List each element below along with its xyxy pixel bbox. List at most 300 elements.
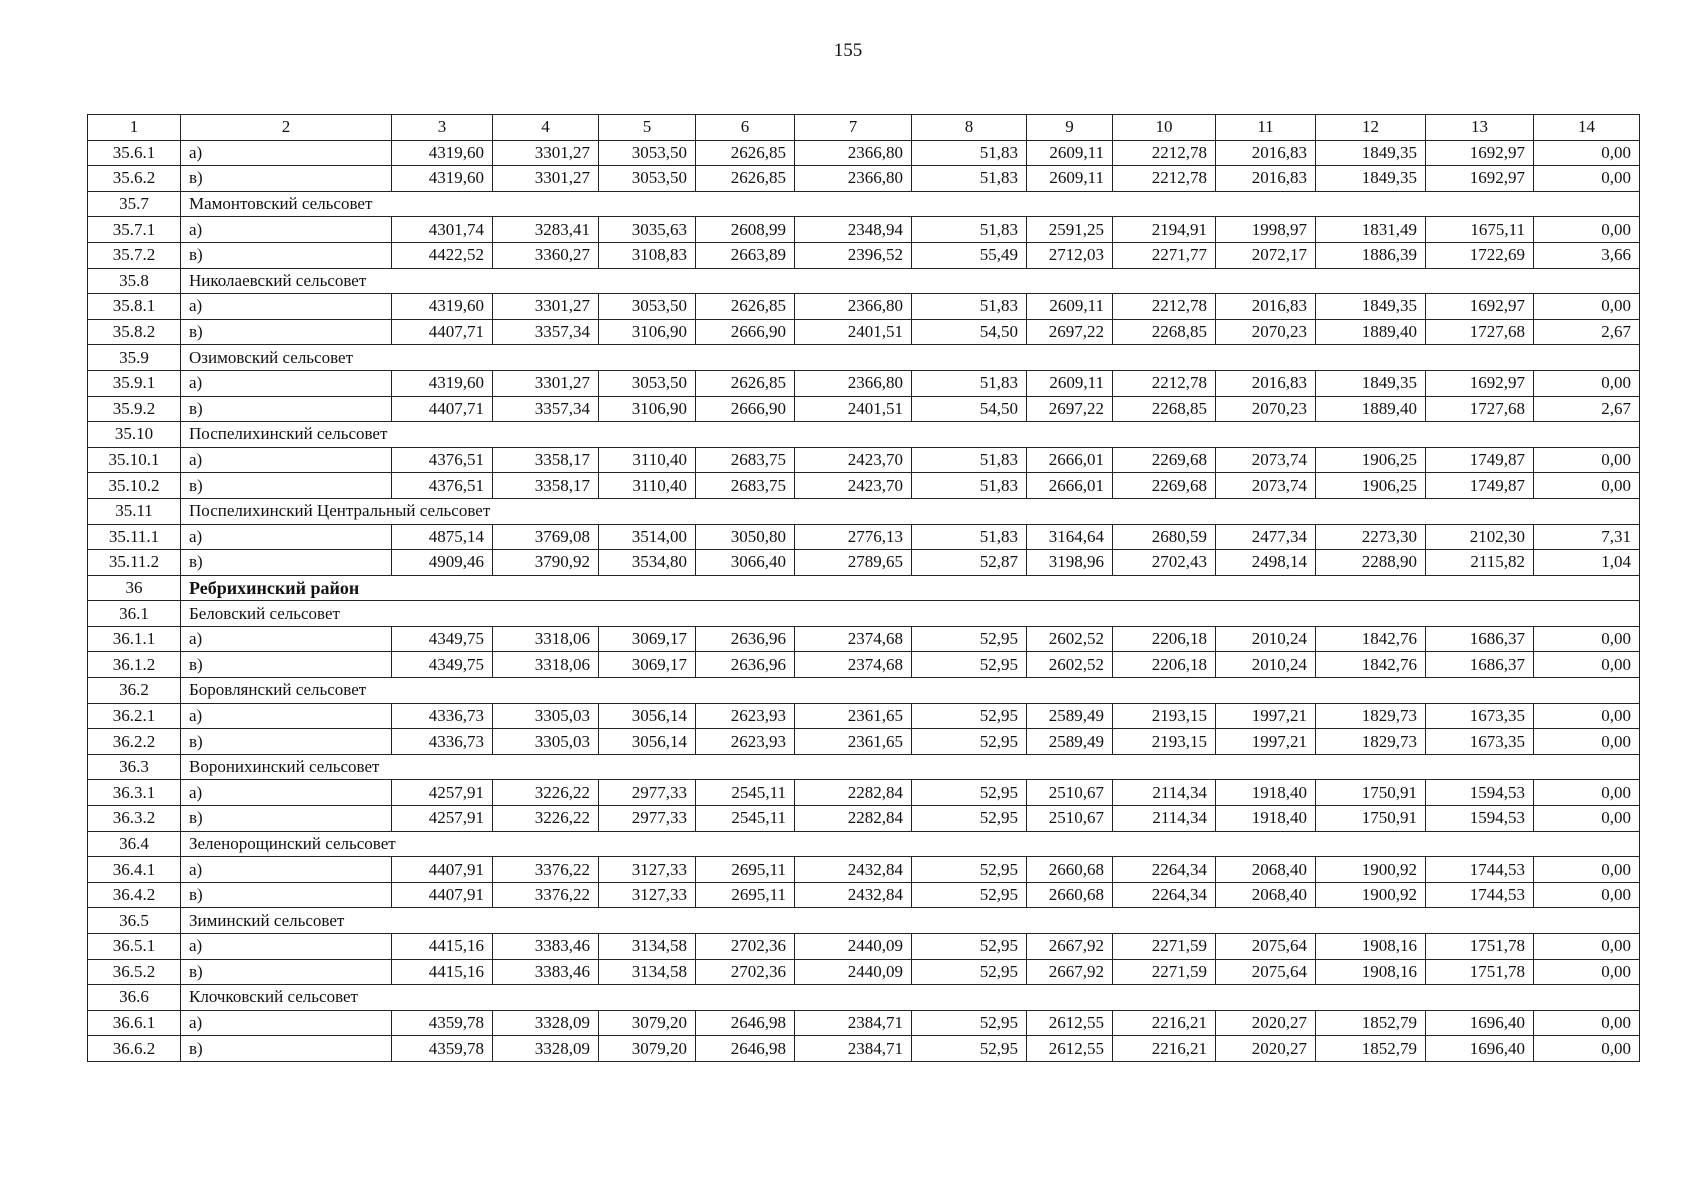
- row-code: 36.2.2: [88, 729, 181, 755]
- row-label: в): [181, 652, 392, 678]
- value-cell: 2702,36: [696, 934, 795, 960]
- value-cell: 3050,80: [696, 524, 795, 550]
- value-cell: 1906,25: [1316, 473, 1426, 499]
- value-cell: 2206,18: [1113, 652, 1216, 678]
- row-label: в): [181, 473, 392, 499]
- value-cell: 2510,67: [1027, 806, 1113, 832]
- section-title: Озимовский сельсовет: [181, 345, 1640, 371]
- value-cell: 2612,55: [1027, 1036, 1113, 1062]
- value-cell: 3383,46: [493, 959, 599, 985]
- column-number: 3: [392, 115, 493, 141]
- value-cell: 1918,40: [1216, 806, 1316, 832]
- value-cell: 1675,11: [1426, 217, 1534, 243]
- value-cell: 3066,40: [696, 550, 795, 576]
- value-cell: 55,49: [912, 242, 1027, 268]
- row-code: 36.6.2: [88, 1036, 181, 1062]
- value-cell: 3769,08: [493, 524, 599, 550]
- column-number: 14: [1534, 115, 1640, 141]
- row-label: в): [181, 806, 392, 832]
- value-cell: 1842,76: [1316, 652, 1426, 678]
- value-cell: 2626,85: [696, 294, 795, 320]
- value-cell: 2626,85: [696, 140, 795, 166]
- value-cell: 3069,17: [599, 652, 696, 678]
- value-cell: 2423,70: [795, 447, 912, 473]
- table-row: [88, 242, 1640, 268]
- table-row: [88, 703, 1640, 729]
- value-cell: 1918,40: [1216, 780, 1316, 806]
- row-code: 36.1: [88, 601, 181, 627]
- value-cell: 2194,91: [1113, 217, 1216, 243]
- value-cell: 2609,11: [1027, 166, 1113, 192]
- value-cell: 4336,73: [392, 729, 493, 755]
- value-cell: 1886,39: [1316, 242, 1426, 268]
- section-title: Воронихинский сельсовет: [181, 754, 1640, 780]
- row-label: а): [181, 703, 392, 729]
- value-cell: 52,95: [912, 959, 1027, 985]
- value-cell: 2440,09: [795, 934, 912, 960]
- value-cell: 2602,52: [1027, 652, 1113, 678]
- table-row: [88, 857, 1640, 883]
- value-cell: 1829,73: [1316, 729, 1426, 755]
- value-cell: 2623,93: [696, 703, 795, 729]
- value-cell: 0,00: [1534, 294, 1640, 320]
- value-cell: 52,95: [912, 652, 1027, 678]
- value-cell: 2269,68: [1113, 473, 1216, 499]
- value-cell: 3164,64: [1027, 524, 1113, 550]
- value-cell: 51,83: [912, 217, 1027, 243]
- value-cell: 3110,40: [599, 447, 696, 473]
- value-cell: 3053,50: [599, 370, 696, 396]
- value-cell: 3053,50: [599, 166, 696, 192]
- value-cell: 2589,49: [1027, 703, 1113, 729]
- value-cell: 2020,27: [1216, 1036, 1316, 1062]
- column-number: 9: [1027, 115, 1113, 141]
- row-code: 36.5: [88, 908, 181, 934]
- value-cell: 1686,37: [1426, 626, 1534, 652]
- value-cell: 2477,34: [1216, 524, 1316, 550]
- value-cell: 2626,85: [696, 370, 795, 396]
- value-cell: 2114,34: [1113, 806, 1216, 832]
- value-cell: 2016,83: [1216, 166, 1316, 192]
- table-row: [88, 652, 1640, 678]
- value-cell: 52,95: [912, 780, 1027, 806]
- value-cell: 1686,37: [1426, 652, 1534, 678]
- column-number: 2: [181, 115, 392, 141]
- table-row: [88, 1010, 1640, 1036]
- section-title: Поспелихинский Центральный сельсовет: [181, 498, 1640, 524]
- value-cell: 4407,71: [392, 396, 493, 422]
- value-cell: 2114,34: [1113, 780, 1216, 806]
- table-row: [88, 806, 1640, 832]
- value-cell: 3318,06: [493, 626, 599, 652]
- value-cell: 2288,90: [1316, 550, 1426, 576]
- value-cell: 2010,24: [1216, 626, 1316, 652]
- section-row: [88, 985, 1640, 1011]
- column-number: 12: [1316, 115, 1426, 141]
- value-cell: 4407,91: [392, 882, 493, 908]
- value-cell: 2623,93: [696, 729, 795, 755]
- value-cell: 2695,11: [696, 857, 795, 883]
- value-cell: 0,00: [1534, 729, 1640, 755]
- value-cell: 2667,92: [1027, 959, 1113, 985]
- value-cell: 2070,23: [1216, 396, 1316, 422]
- value-cell: 3360,27: [493, 242, 599, 268]
- value-cell: 3226,22: [493, 780, 599, 806]
- value-cell: 3358,17: [493, 473, 599, 499]
- value-cell: 2,67: [1534, 319, 1640, 345]
- table-row: [88, 140, 1640, 166]
- section-title: Боровлянский сельсовет: [181, 678, 1640, 704]
- section-row: [88, 345, 1640, 371]
- value-cell: 1692,97: [1426, 140, 1534, 166]
- value-cell: 3053,50: [599, 140, 696, 166]
- value-cell: 4376,51: [392, 447, 493, 473]
- value-cell: 1673,35: [1426, 703, 1534, 729]
- value-cell: 2361,65: [795, 729, 912, 755]
- value-cell: 54,50: [912, 319, 1027, 345]
- value-cell: 2269,68: [1113, 447, 1216, 473]
- row-label: в): [181, 319, 392, 345]
- value-cell: 2423,70: [795, 473, 912, 499]
- row-code: 36.1.1: [88, 626, 181, 652]
- row-code: 36.5.1: [88, 934, 181, 960]
- section-title: Клочковский сельсовет: [181, 985, 1640, 1011]
- value-cell: 3790,92: [493, 550, 599, 576]
- value-cell: 3283,41: [493, 217, 599, 243]
- row-code: 36.2: [88, 678, 181, 704]
- value-cell: 2977,33: [599, 780, 696, 806]
- section-row: [88, 422, 1640, 448]
- row-code: 35.10: [88, 422, 181, 448]
- column-number: 7: [795, 115, 912, 141]
- value-cell: 1842,76: [1316, 626, 1426, 652]
- value-cell: 51,83: [912, 294, 1027, 320]
- table-row: [88, 780, 1640, 806]
- value-cell: 3301,27: [493, 166, 599, 192]
- table-row: [88, 294, 1640, 320]
- row-code: 35.9.2: [88, 396, 181, 422]
- value-cell: 2374,68: [795, 626, 912, 652]
- value-cell: 2401,51: [795, 396, 912, 422]
- row-code: 35.10.1: [88, 447, 181, 473]
- row-label: в): [181, 959, 392, 985]
- value-cell: 52,87: [912, 550, 1027, 576]
- value-cell: 2068,40: [1216, 857, 1316, 883]
- value-cell: 1906,25: [1316, 447, 1426, 473]
- value-cell: 2016,83: [1216, 294, 1316, 320]
- row-code: 35.8.2: [88, 319, 181, 345]
- column-number: 13: [1426, 115, 1534, 141]
- value-cell: 3383,46: [493, 934, 599, 960]
- value-cell: 2271,77: [1113, 242, 1216, 268]
- row-label: а): [181, 780, 392, 806]
- value-cell: 2609,11: [1027, 140, 1113, 166]
- table-row: [88, 447, 1640, 473]
- value-cell: 4909,46: [392, 550, 493, 576]
- value-cell: 52,95: [912, 626, 1027, 652]
- value-cell: 51,83: [912, 166, 1027, 192]
- value-cell: 4407,91: [392, 857, 493, 883]
- value-cell: 1727,68: [1426, 396, 1534, 422]
- value-cell: 54,50: [912, 396, 1027, 422]
- value-cell: 2589,49: [1027, 729, 1113, 755]
- value-cell: 2612,55: [1027, 1010, 1113, 1036]
- value-cell: 7,31: [1534, 524, 1640, 550]
- value-cell: 1594,53: [1426, 806, 1534, 832]
- value-cell: 2384,71: [795, 1010, 912, 1036]
- row-label: а): [181, 217, 392, 243]
- value-cell: 3056,14: [599, 729, 696, 755]
- value-cell: 0,00: [1534, 703, 1640, 729]
- value-cell: 51,83: [912, 140, 1027, 166]
- row-code: 35.8: [88, 268, 181, 294]
- row-code: 36.3: [88, 754, 181, 780]
- row-label: а): [181, 934, 392, 960]
- table-row: [88, 524, 1640, 550]
- value-cell: 3053,50: [599, 294, 696, 320]
- value-cell: 2697,22: [1027, 396, 1113, 422]
- row-label: в): [181, 242, 392, 268]
- value-cell: 2683,75: [696, 473, 795, 499]
- row-label: в): [181, 882, 392, 908]
- row-code: 36.2.1: [88, 703, 181, 729]
- value-cell: 2212,78: [1113, 166, 1216, 192]
- value-cell: 2384,71: [795, 1036, 912, 1062]
- value-cell: 4407,71: [392, 319, 493, 345]
- section-row: [88, 191, 1640, 217]
- section-row: [88, 908, 1640, 934]
- value-cell: 2660,68: [1027, 857, 1113, 883]
- value-cell: 4257,91: [392, 806, 493, 832]
- column-number: 6: [696, 115, 795, 141]
- value-cell: 2073,74: [1216, 473, 1316, 499]
- row-label: в): [181, 729, 392, 755]
- value-cell: 0,00: [1534, 1036, 1640, 1062]
- value-cell: 2366,80: [795, 140, 912, 166]
- section-row: [88, 268, 1640, 294]
- value-cell: 3108,83: [599, 242, 696, 268]
- value-cell: 2663,89: [696, 242, 795, 268]
- value-cell: 2401,51: [795, 319, 912, 345]
- value-cell: 4359,78: [392, 1010, 493, 1036]
- row-label: в): [181, 1036, 392, 1062]
- value-cell: 2070,23: [1216, 319, 1316, 345]
- value-cell: 2432,84: [795, 882, 912, 908]
- value-cell: 4415,16: [392, 934, 493, 960]
- value-cell: 3301,27: [493, 370, 599, 396]
- value-cell: 2660,68: [1027, 882, 1113, 908]
- value-cell: 1998,97: [1216, 217, 1316, 243]
- value-cell: 0,00: [1534, 780, 1640, 806]
- value-cell: 0,00: [1534, 806, 1640, 832]
- value-cell: 3110,40: [599, 473, 696, 499]
- table-row: [88, 626, 1640, 652]
- value-cell: 0,00: [1534, 652, 1640, 678]
- value-cell: 4376,51: [392, 473, 493, 499]
- value-cell: 1750,91: [1316, 780, 1426, 806]
- value-cell: 1692,97: [1426, 370, 1534, 396]
- value-cell: 1889,40: [1316, 396, 1426, 422]
- section-row: [88, 678, 1640, 704]
- value-cell: 1673,35: [1426, 729, 1534, 755]
- value-cell: 1900,92: [1316, 857, 1426, 883]
- section-title: Зиминский сельсовет: [181, 908, 1640, 934]
- row-code: 35.6.1: [88, 140, 181, 166]
- value-cell: 2102,30: [1426, 524, 1534, 550]
- value-cell: 1749,87: [1426, 473, 1534, 499]
- value-cell: 3301,27: [493, 294, 599, 320]
- row-code: 35.7.2: [88, 242, 181, 268]
- value-cell: 2695,11: [696, 882, 795, 908]
- table-row: [88, 959, 1640, 985]
- value-cell: 2776,13: [795, 524, 912, 550]
- column-number: 4: [493, 115, 599, 141]
- value-cell: 1900,92: [1316, 882, 1426, 908]
- row-code: 36: [88, 575, 181, 601]
- value-cell: 2216,21: [1113, 1036, 1216, 1062]
- value-cell: 2667,92: [1027, 934, 1113, 960]
- value-cell: 2666,90: [696, 396, 795, 422]
- value-cell: 2072,17: [1216, 242, 1316, 268]
- value-cell: 2268,85: [1113, 319, 1216, 345]
- row-code: 36.3.1: [88, 780, 181, 806]
- value-cell: 2212,78: [1113, 370, 1216, 396]
- value-cell: 2636,96: [696, 652, 795, 678]
- value-cell: 4359,78: [392, 1036, 493, 1062]
- value-cell: 2366,80: [795, 370, 912, 396]
- value-cell: 2545,11: [696, 780, 795, 806]
- value-cell: 3,66: [1534, 242, 1640, 268]
- value-cell: 3301,27: [493, 140, 599, 166]
- value-cell: 1,04: [1534, 550, 1640, 576]
- row-code: 35.7: [88, 191, 181, 217]
- value-cell: 2212,78: [1113, 294, 1216, 320]
- row-label: в): [181, 166, 392, 192]
- section-title: Поспелихинский сельсовет: [181, 422, 1640, 448]
- value-cell: 2016,83: [1216, 140, 1316, 166]
- value-cell: 51,83: [912, 473, 1027, 499]
- value-cell: 2271,59: [1113, 934, 1216, 960]
- value-cell: 2264,34: [1113, 882, 1216, 908]
- row-code: 36.4.1: [88, 857, 181, 883]
- value-cell: 1751,78: [1426, 934, 1534, 960]
- value-cell: 52,95: [912, 729, 1027, 755]
- section-row: [88, 498, 1640, 524]
- row-label: а): [181, 370, 392, 396]
- row-label: а): [181, 140, 392, 166]
- value-cell: 1727,68: [1426, 319, 1534, 345]
- value-cell: 3305,03: [493, 729, 599, 755]
- value-cell: 2075,64: [1216, 959, 1316, 985]
- value-cell: 2510,67: [1027, 780, 1113, 806]
- row-code: 36.3.2: [88, 806, 181, 832]
- value-cell: 51,83: [912, 447, 1027, 473]
- value-cell: 2348,94: [795, 217, 912, 243]
- value-cell: 2440,09: [795, 959, 912, 985]
- value-cell: 2602,52: [1027, 626, 1113, 652]
- value-cell: 3079,20: [599, 1036, 696, 1062]
- value-cell: 0,00: [1534, 140, 1640, 166]
- value-cell: 2073,74: [1216, 447, 1316, 473]
- row-label: а): [181, 1010, 392, 1036]
- value-cell: 52,95: [912, 806, 1027, 832]
- value-cell: 4319,60: [392, 370, 493, 396]
- value-cell: 1750,91: [1316, 806, 1426, 832]
- value-cell: 2666,90: [696, 319, 795, 345]
- value-cell: 4875,14: [392, 524, 493, 550]
- value-cell: 3127,33: [599, 882, 696, 908]
- value-cell: 1908,16: [1316, 934, 1426, 960]
- value-cell: 3134,58: [599, 934, 696, 960]
- value-cell: 2115,82: [1426, 550, 1534, 576]
- value-cell: 0,00: [1534, 217, 1640, 243]
- value-cell: 52,95: [912, 1036, 1027, 1062]
- value-cell: 0,00: [1534, 959, 1640, 985]
- column-number: 10: [1113, 115, 1216, 141]
- row-code: 35.8.1: [88, 294, 181, 320]
- value-cell: 1749,87: [1426, 447, 1534, 473]
- value-cell: 2545,11: [696, 806, 795, 832]
- value-cell: 2702,43: [1113, 550, 1216, 576]
- tariff-table: [87, 114, 1640, 1062]
- value-cell: 3318,06: [493, 652, 599, 678]
- row-code: 36.4: [88, 831, 181, 857]
- section-title: Мамонтовский сельсовет: [181, 191, 1640, 217]
- value-cell: 1722,69: [1426, 242, 1534, 268]
- value-cell: 2282,84: [795, 780, 912, 806]
- value-cell: 2268,85: [1113, 396, 1216, 422]
- value-cell: 3079,20: [599, 1010, 696, 1036]
- value-cell: 2702,36: [696, 959, 795, 985]
- table-row: [88, 217, 1640, 243]
- value-cell: 3514,00: [599, 524, 696, 550]
- table-row: [88, 319, 1640, 345]
- value-cell: 2374,68: [795, 652, 912, 678]
- value-cell: 4319,60: [392, 140, 493, 166]
- value-cell: 2712,03: [1027, 242, 1113, 268]
- value-cell: 2020,27: [1216, 1010, 1316, 1036]
- value-cell: 2212,78: [1113, 140, 1216, 166]
- table-row: [88, 166, 1640, 192]
- value-cell: 0,00: [1534, 166, 1640, 192]
- value-cell: 2396,52: [795, 242, 912, 268]
- section-row: [88, 601, 1640, 627]
- value-cell: 4301,74: [392, 217, 493, 243]
- value-cell: 51,83: [912, 370, 1027, 396]
- value-cell: 2366,80: [795, 166, 912, 192]
- section-row: [88, 831, 1640, 857]
- column-number-row: [88, 115, 1640, 141]
- table-row: [88, 729, 1640, 755]
- value-cell: 0,00: [1534, 857, 1640, 883]
- row-label: а): [181, 524, 392, 550]
- value-cell: 2977,33: [599, 806, 696, 832]
- value-cell: 2271,59: [1113, 959, 1216, 985]
- value-cell: 1997,21: [1216, 729, 1316, 755]
- value-cell: 2591,25: [1027, 217, 1113, 243]
- row-code: 35.9.1: [88, 370, 181, 396]
- row-code: 35.7.1: [88, 217, 181, 243]
- value-cell: 3226,22: [493, 806, 599, 832]
- table-row: [88, 882, 1640, 908]
- value-cell: 2193,15: [1113, 703, 1216, 729]
- row-code: 36.1.2: [88, 652, 181, 678]
- value-cell: 3069,17: [599, 626, 696, 652]
- value-cell: 4336,73: [392, 703, 493, 729]
- value-cell: 1849,35: [1316, 370, 1426, 396]
- value-cell: 2016,83: [1216, 370, 1316, 396]
- row-code: 36.6.1: [88, 1010, 181, 1036]
